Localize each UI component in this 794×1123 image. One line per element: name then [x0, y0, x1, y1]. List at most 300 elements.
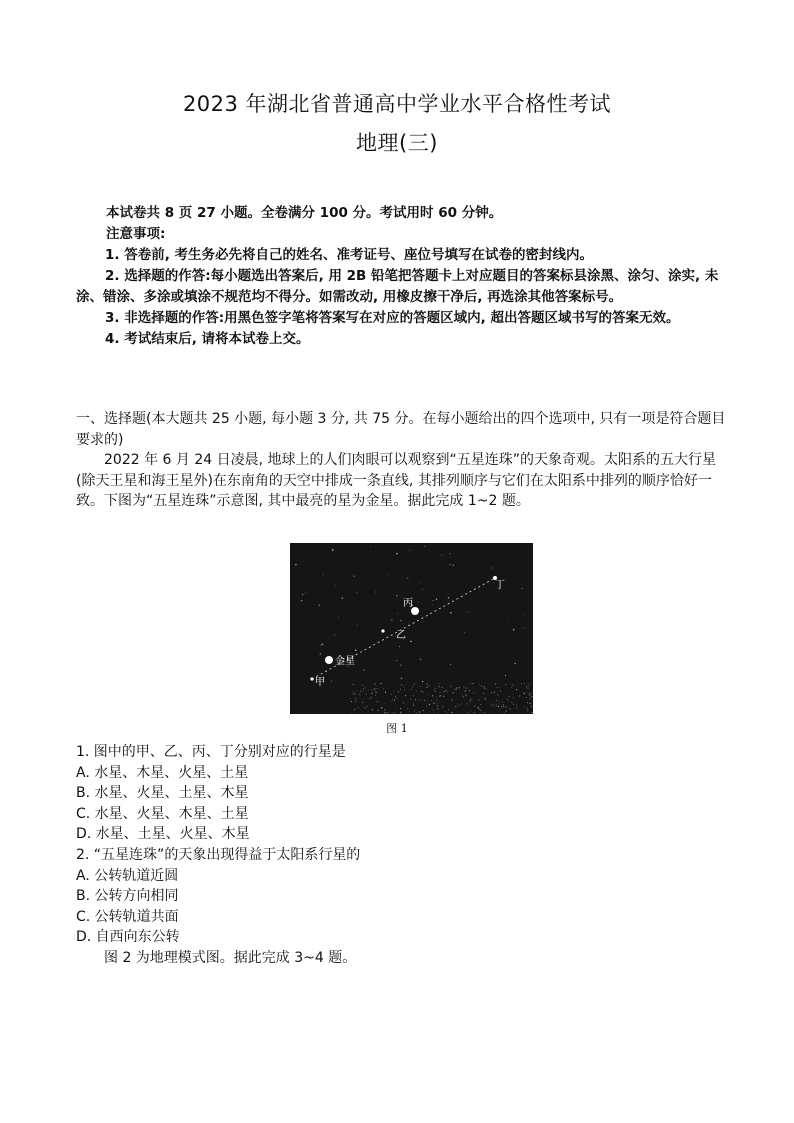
city-light: [479, 709, 480, 710]
background-star: [353, 575, 355, 577]
city-light: [439, 692, 440, 693]
city-light: [480, 704, 481, 705]
city-light: [403, 702, 404, 703]
city-light: [496, 705, 497, 706]
city-light: [383, 688, 384, 689]
city-light: [479, 700, 480, 701]
background-star: [420, 658, 422, 660]
background-star: [320, 653, 322, 655]
background-star: [301, 600, 302, 601]
city-light: [481, 697, 482, 698]
city-light: [470, 699, 471, 700]
city-light: [513, 694, 514, 695]
background-star: [523, 615, 524, 616]
background-star: [449, 553, 450, 554]
city-light: [531, 706, 532, 707]
city-light: [481, 686, 482, 687]
background-star: [400, 620, 402, 622]
background-star: [482, 562, 483, 563]
city-light: [426, 706, 427, 707]
background-star: [331, 680, 332, 681]
city-light: [385, 692, 386, 693]
city-light: [496, 700, 497, 701]
city-light: [450, 686, 451, 687]
option-d: D. 自西向东公转: [76, 929, 180, 946]
city-light: [451, 699, 452, 700]
city-light: [463, 696, 464, 697]
city-light: [434, 690, 435, 691]
city-light: [400, 708, 401, 709]
city-light: [473, 692, 474, 693]
city-light: [503, 706, 504, 707]
option-a: A. 公转轨道近圆: [76, 867, 179, 884]
city-light: [416, 691, 417, 692]
city-light: [445, 690, 446, 691]
background-star: [375, 592, 376, 593]
city-light: [395, 696, 396, 697]
city-light: [486, 688, 487, 689]
background-star: [522, 588, 523, 589]
city-light: [351, 713, 352, 714]
background-star: [342, 597, 343, 598]
background-star: [453, 564, 454, 565]
city-light: [372, 693, 373, 694]
city-light: [370, 698, 371, 699]
planet-jia: [310, 677, 313, 680]
city-light: [413, 703, 414, 704]
city-light: [459, 705, 460, 706]
city-light: [506, 684, 507, 685]
background-star: [399, 646, 400, 647]
city-light: [440, 695, 441, 696]
background-star: [355, 649, 357, 651]
city-light: [439, 686, 440, 687]
city-light: [521, 683, 522, 684]
next-intro: 图 2 为地理模式图。据此完成 3~4 题。: [104, 949, 357, 966]
city-light: [510, 709, 511, 710]
background-star: [450, 664, 451, 665]
city-light: [447, 691, 448, 692]
city-light: [407, 708, 408, 709]
city-light: [354, 709, 355, 710]
city-light: [394, 700, 395, 701]
option-b: B. 公转方向相同: [76, 888, 179, 905]
city-light: [470, 710, 471, 711]
city-light: [502, 702, 503, 703]
city-light: [378, 702, 379, 703]
city-light: [495, 684, 496, 685]
city-light: [493, 705, 494, 706]
city-light: [459, 687, 460, 688]
city-light: [516, 689, 517, 690]
city-light: [528, 692, 529, 693]
city-light: [413, 705, 414, 706]
city-light: [524, 706, 525, 707]
city-light: [437, 703, 438, 704]
background-star: [514, 663, 516, 665]
city-light: [467, 703, 468, 704]
background-star: [464, 632, 465, 633]
background-star: [302, 594, 303, 595]
section-heading: 一、选择题(本大题共 25 小题, 每小题 3 分, 共 75 分。在每小题给出的四个选项中, 只有一项是符合题目要求的): [76, 411, 726, 448]
city-light: [429, 704, 430, 705]
city-light: [474, 705, 475, 706]
city-light: [431, 700, 432, 701]
city-light: [484, 693, 485, 694]
city-light: [524, 693, 525, 694]
background-star: [409, 621, 410, 622]
city-light: [529, 694, 530, 695]
city-light: [419, 699, 420, 700]
city-light: [395, 698, 396, 699]
exam-subtitle: 地理(三): [356, 131, 438, 155]
background-star: [397, 614, 398, 615]
city-light: [381, 707, 382, 708]
city-light: [392, 712, 393, 713]
city-light: [491, 692, 492, 693]
city-light: [500, 691, 501, 692]
city-light: [485, 698, 486, 699]
background-star: [410, 550, 411, 551]
city-light: [462, 695, 463, 696]
city-light: [365, 688, 366, 689]
city-light: [435, 691, 436, 692]
city-light: [456, 687, 457, 688]
city-light: [474, 712, 475, 713]
city-light: [423, 691, 424, 692]
option-c: C. 水星、火星、木星、土星: [76, 805, 249, 822]
city-light: [491, 706, 492, 707]
city-light: [519, 696, 520, 697]
city-light: [498, 706, 499, 707]
city-light: [502, 714, 503, 715]
city-light: [527, 711, 528, 712]
city-light: [364, 707, 365, 708]
city-light: [405, 695, 406, 696]
city-light: [395, 706, 396, 707]
city-light: [377, 701, 378, 702]
city-light: [401, 684, 402, 685]
city-light: [447, 712, 448, 713]
city-light: [466, 695, 467, 696]
city-light: [355, 698, 356, 699]
city-light: [436, 697, 437, 698]
background-star: [523, 628, 524, 629]
city-light: [396, 698, 397, 699]
city-light: [393, 691, 394, 692]
background-star: [334, 635, 335, 636]
city-light: [463, 686, 464, 687]
background-star: [355, 677, 356, 678]
city-light: [509, 696, 510, 697]
background-star: [400, 664, 401, 665]
city-light: [471, 699, 472, 700]
background-star: [357, 592, 358, 593]
city-light: [453, 692, 454, 693]
background-star: [407, 578, 408, 579]
city-light: [497, 694, 498, 695]
city-light: [454, 689, 455, 690]
city-light: [400, 712, 401, 713]
city-light: [531, 696, 532, 697]
city-light: [507, 708, 508, 709]
city-light: [437, 708, 438, 709]
background-star: [322, 644, 323, 645]
city-light: [360, 691, 361, 692]
city-light: [371, 697, 372, 698]
city-light: [442, 687, 443, 688]
planet-venus: [325, 656, 333, 664]
notice-heading: 注意事项:: [106, 226, 166, 242]
city-light: [503, 704, 504, 705]
city-light: [354, 694, 355, 695]
city-light: [516, 708, 517, 709]
background-star: [308, 666, 309, 667]
city-light: [366, 694, 367, 695]
city-light: [530, 697, 531, 698]
planet-yi: [381, 629, 384, 632]
city-light: [391, 694, 392, 695]
city-light: [438, 713, 439, 714]
city-light: [513, 697, 514, 698]
city-light: [506, 711, 507, 712]
city-light: [452, 701, 453, 702]
city-light: [448, 709, 449, 710]
city-light: [444, 711, 445, 712]
background-star: [332, 549, 334, 551]
city-light: [355, 694, 356, 695]
city-light: [359, 694, 360, 695]
exam-title: 2023 年湖北省普通高中学业水平合格性考试: [182, 92, 612, 116]
city-light: [516, 706, 517, 707]
city-light: [421, 691, 422, 692]
background-star: [335, 585, 336, 586]
label-yi: 乙: [396, 630, 406, 641]
city-light: [501, 706, 502, 707]
question-stem: 2. “五星连珠”的天象出现得益于太阳系行星的: [76, 847, 361, 863]
city-light: [365, 708, 366, 709]
background-star: [357, 625, 358, 626]
city-light: [363, 690, 364, 691]
city-light: [528, 686, 529, 687]
city-light: [377, 710, 378, 711]
background-star: [396, 660, 397, 661]
city-light: [529, 703, 530, 704]
city-light: [420, 686, 421, 687]
city-light: [387, 712, 388, 713]
city-light: [426, 700, 427, 701]
city-light: [354, 693, 355, 694]
city-light: [511, 702, 512, 703]
label-bing: 丙: [403, 598, 413, 609]
city-light: [400, 689, 401, 690]
city-light: [353, 684, 354, 685]
question-2: [76, 845, 726, 969]
city-light: [529, 683, 530, 684]
city-light: [429, 712, 430, 713]
city-light: [353, 691, 354, 692]
background-star: [323, 574, 324, 575]
city-light: [376, 692, 377, 693]
background-star: [410, 641, 412, 643]
city-light: [527, 702, 528, 703]
background-star: [505, 675, 506, 676]
background-star: [450, 612, 452, 614]
city-light: [409, 711, 410, 712]
background-star: [433, 600, 434, 601]
city-light: [435, 688, 436, 689]
city-light: [429, 685, 430, 686]
background-star: [436, 598, 438, 600]
label-ding: 丁: [495, 580, 505, 591]
city-light: [423, 710, 424, 711]
city-light: [437, 706, 438, 707]
background-star: [396, 553, 398, 555]
city-light: [356, 690, 357, 691]
city-light: [394, 712, 395, 713]
background-star: [449, 564, 450, 565]
city-light: [352, 694, 353, 695]
background-star: [418, 602, 419, 603]
city-light: [442, 707, 443, 708]
city-light: [372, 689, 373, 690]
background-star: [364, 669, 365, 670]
city-light: [375, 695, 376, 696]
city-light: [527, 710, 528, 711]
city-light: [470, 701, 471, 702]
city-light: [375, 691, 376, 692]
option-d: D. 水星、土星、火星、木星: [76, 826, 250, 843]
city-light: [429, 705, 430, 706]
five-planets-svg: [290, 543, 533, 714]
background-star: [420, 582, 421, 583]
city-light: [530, 703, 531, 704]
city-light: [376, 688, 377, 689]
city-light: [513, 704, 514, 705]
city-light: [527, 688, 528, 689]
city-light: [361, 689, 362, 690]
city-light: [512, 685, 513, 686]
background-star: [432, 604, 433, 605]
background-star: [391, 619, 392, 620]
background-star: [295, 564, 296, 565]
city-light: [444, 691, 445, 692]
background-star: [441, 555, 442, 556]
city-light: [381, 683, 382, 684]
city-light: [374, 689, 375, 690]
city-light: [469, 690, 470, 691]
question-stem: 1. 图中的甲、乙、丙、丁分别对应的行星是: [76, 744, 346, 760]
city-light: [529, 699, 530, 700]
background-star: [320, 644, 322, 646]
city-light: [404, 689, 405, 690]
city-light: [455, 706, 456, 707]
city-light: [367, 706, 368, 707]
city-light: [384, 712, 385, 713]
background-star: [513, 629, 515, 631]
city-light: [411, 689, 412, 690]
background-star: [370, 547, 371, 548]
city-light: [384, 710, 385, 711]
city-light: [434, 703, 435, 704]
city-light: [530, 693, 531, 694]
city-light: [504, 713, 505, 714]
background-star: [318, 604, 320, 606]
city-light: [528, 689, 529, 690]
city-light: [427, 683, 428, 684]
choice-section: [76, 409, 726, 512]
city-light: [424, 700, 425, 701]
city-light: [432, 710, 433, 711]
city-light: [363, 688, 364, 689]
background-star: [485, 600, 486, 601]
city-light: [491, 704, 492, 705]
city-light: [477, 707, 478, 708]
background-star: [468, 611, 469, 612]
exam-notice: [76, 203, 726, 350]
city-light: [385, 703, 386, 704]
five-planets-figure: [290, 543, 533, 714]
city-light: [414, 684, 415, 685]
city-light: [351, 701, 352, 702]
city-light: [466, 688, 467, 689]
city-light: [375, 683, 376, 684]
background-star: [338, 616, 339, 617]
city-light: [511, 687, 512, 688]
city-light: [463, 687, 464, 688]
city-light: [436, 700, 437, 701]
city-light: [465, 690, 466, 691]
background-star: [401, 678, 403, 680]
city-light: [532, 712, 533, 713]
city-light: [496, 706, 497, 707]
city-light: [524, 683, 525, 684]
background-star: [331, 548, 332, 549]
city-light: [410, 699, 411, 700]
city-light: [499, 702, 500, 703]
background-star: [423, 589, 424, 590]
city-light: [413, 695, 414, 696]
city-light: [516, 705, 517, 706]
city-light: [468, 712, 469, 713]
night-sky: [290, 543, 533, 714]
background-star: [491, 567, 492, 568]
notice-item-1: 1. 答卷前, 考生务必先将自己的姓名、准考证号、座位号填写在试卷的密封线内。: [105, 247, 594, 263]
city-light: [392, 701, 393, 702]
city-light: [414, 710, 415, 711]
city-light: [350, 698, 351, 699]
city-light: [377, 688, 378, 689]
city-light: [428, 694, 429, 695]
city-light: [355, 701, 356, 702]
city-light: [443, 696, 444, 697]
background-star: [388, 574, 389, 575]
city-light: [497, 687, 498, 688]
notice-item-4: 4. 考试结束后, 请将本试卷上交。: [105, 331, 310, 347]
city-light: [415, 699, 416, 700]
city-light: [484, 688, 485, 689]
city-light: [398, 691, 399, 692]
city-light: [392, 699, 393, 700]
city-light: [362, 702, 363, 703]
option-c: C. 公转轨道共面: [76, 908, 179, 925]
city-light: [479, 684, 480, 685]
city-light: [432, 695, 433, 696]
city-light: [507, 699, 508, 700]
city-light: [371, 693, 372, 694]
city-light: [371, 690, 372, 691]
background-star: [424, 546, 425, 547]
